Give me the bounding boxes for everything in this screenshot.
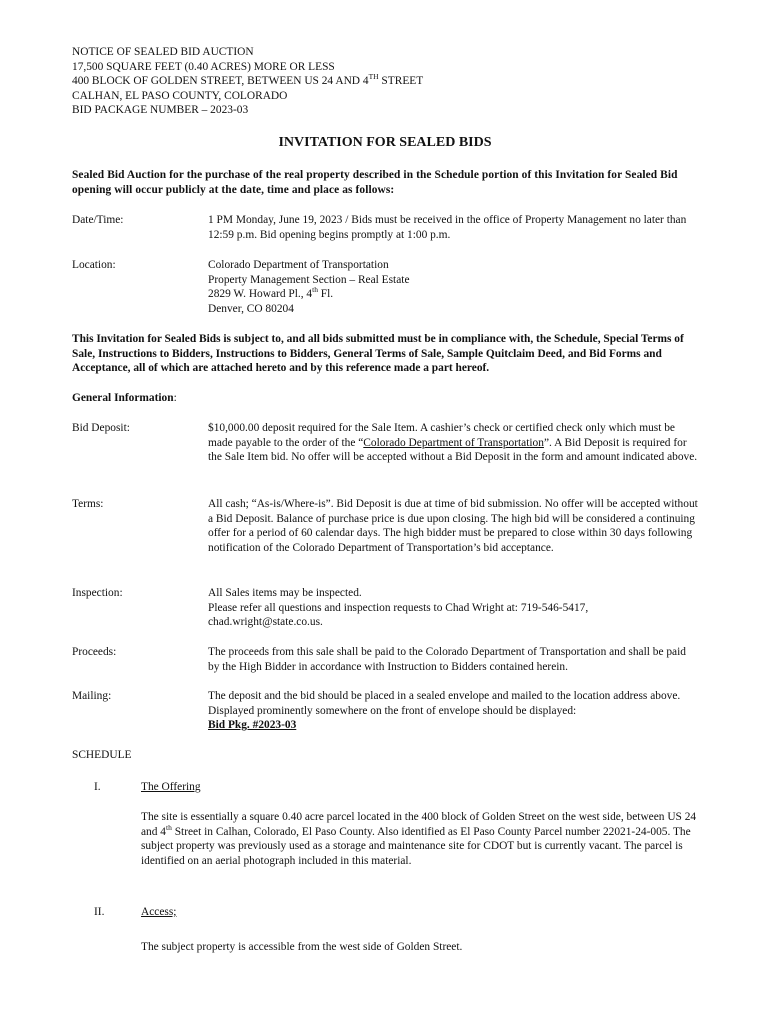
section-title-offering: The Offering <box>141 781 201 793</box>
cdot-payee-link[interactable]: Colorado Department of Transportation <box>363 436 544 449</box>
superscript: th <box>312 285 318 295</box>
bid-package-label: Bid Pkg. #2023-03 <box>208 719 297 732</box>
inspection-label: Inspection: <box>72 587 123 599</box>
notice-header <box>72 45 423 118</box>
schedule-heading: SCHEDULE <box>72 749 132 761</box>
general-info-heading <box>72 391 177 406</box>
datetime-value: 1 PM Monday, June 19, 2023 / Bids must be received in the office of Property Management no later than 12:59 p.m. Bid opening begins promptly at 1:00 p.m. <box>208 214 687 241</box>
mailing-label: Mailing: <box>72 690 112 702</box>
intro-paragraph: Sealed Bid Auction for the purchase of the real property described in the Schedule portion of this Invitation for Sealed Bid opening will occur publicly at the date, time and place as follows: <box>72 169 678 196</box>
offering-text: The site is essentially a square 0.40 acre parcel located in the 400 block of Golden Street on the west side, between US 24 and 4 <box>141 811 697 838</box>
offering-text: Street in Calhan, Colorado, El Paso County. Also identified as El Paso County Parcel number 22021-24-005. The subject property was previously used as a storage and maintenance site for CDOT but is currently vacant. The parcel is identified on an aerial photograph included in this material. <box>141 825 691 867</box>
address-line: Property Management Section – Real Estate <box>208 273 410 286</box>
colon: : <box>173 392 177 404</box>
superscript: TH <box>368 72 379 82</box>
location-label: Location: <box>72 259 116 271</box>
proceeds-label: Proceeds: <box>72 646 117 658</box>
inspection-line: Please refer all questions and inspection requests to Chad Wright at: 719-546-5417, <box>208 601 589 614</box>
general-info-label: General Information <box>72 392 174 404</box>
mailing-value <box>208 689 698 733</box>
subject-statement: This Invitation for Sealed Bids is subject to, and all bids submitted must be in compliance with, the Schedule, Special Terms of Sale, Instructions to Bidders, Instructions to Bidders, General Terms of Sale, Sample Quitclaim Deed, and Bid Forms and Acceptance, all of which are attached hereto and by this reference made a part hereof. <box>72 333 684 375</box>
superscript: th <box>166 822 172 832</box>
terms-label: Terms: <box>72 498 104 510</box>
datetime-label: Date/Time: <box>72 214 124 226</box>
access-body: The subject property is accessible from the west side of Golden Street. <box>141 941 463 953</box>
header-line: 17,500 SQUARE FEET (0.40 ACRES) MORE OR LESS <box>72 60 335 73</box>
address-line <box>208 287 698 302</box>
location-address <box>208 258 698 316</box>
bid-deposit-text: ”. A Bid Deposit is required for the Sale Item bid. No offer will be accepted without a Bid Deposit in the form and amount indicated above. <box>208 436 698 464</box>
mailing-text: The deposit and the bid should be placed in a sealed envelope and mailed to the location address above. Displayed prominently somewhere on the front of envelope should be displayed: <box>208 690 681 717</box>
bid-deposit-text: $10,000.00 deposit required for the Sale Item. A cashier’s check or certified check only which must be made payable to the order of the “ <box>208 422 675 449</box>
inspection-line: All Sales items may be inspected. <box>208 587 362 599</box>
header-text: STREET <box>378 75 424 88</box>
bid-deposit-label: Bid Deposit: <box>72 422 130 434</box>
page-title: INVITATION FOR SEALED BIDS <box>278 135 492 150</box>
header-text: 400 BLOCK OF GOLDEN STREET, BETWEEN US 24 AND 4 <box>72 75 369 88</box>
address-line: Colorado Department of Transportation <box>208 259 389 271</box>
section-numeral: II. <box>94 906 105 918</box>
header-line: NOTICE OF SEALED BID AUCTION <box>72 46 254 58</box>
section-numeral: I. <box>94 781 101 793</box>
address-text: 2829 W. Howard Pl., 4 <box>208 288 313 301</box>
header-line: CALHAN, EL PASO COUNTY, COLORADO <box>72 89 288 102</box>
terms-value: All cash; “As-is/Where-is”. Bid Deposit is due at time of bid submission. No offer will be accepted without a Bid Deposit. Balance of purchase price is due upon closing. The high bid will be considered a continuing offer for a period of 60 calendar days. The high bidder must be prepared to close within 30 days following notification of the Colorado Department of Transportation’s bid acceptance. <box>208 498 698 554</box>
proceeds-value: The proceeds from this sale shall be paid to the Colorado Department of Transportation and shall be paid by the High Bidder in accordance with Instruction to Bidders contained herein. <box>208 646 686 673</box>
inspection-value <box>208 586 698 630</box>
address-line: Denver, CO 80204 <box>208 302 294 315</box>
bid-deposit-value <box>208 421 698 465</box>
header-line <box>72 74 423 89</box>
offering-body <box>141 810 701 868</box>
address-text: Fl. <box>317 288 334 301</box>
header-line: BID PACKAGE NUMBER – 2023-03 <box>72 104 249 117</box>
contact-email[interactable]: chad.wright@state.co.us. <box>208 616 323 629</box>
section-title-access: Access; <box>141 906 177 918</box>
